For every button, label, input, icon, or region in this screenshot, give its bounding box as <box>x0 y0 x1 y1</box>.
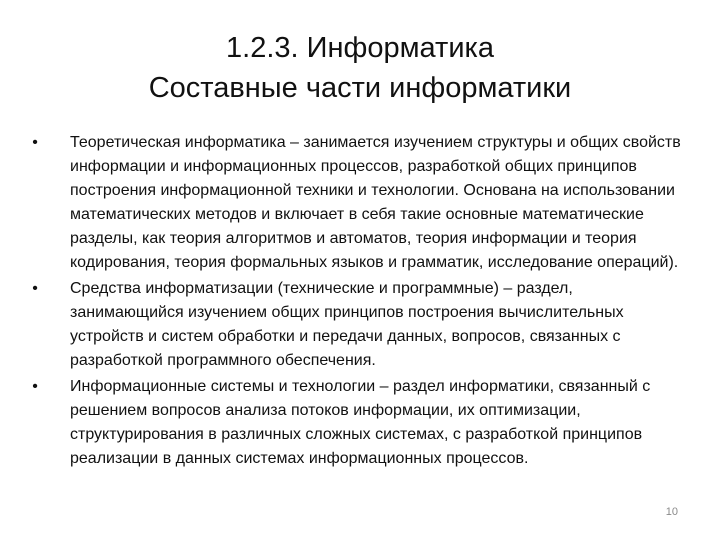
bullet-item <box>26 131 686 275</box>
bullet-body: Средства информатизации (технические и программные) – раздел, занимающийся изучением общих принципов построения вычислительных устройств и систем обработки и передачи данных, вопросов, связанных с разработкой программного обеспечения. <box>70 280 624 369</box>
bullet-body: – занимается изучением структуры и общих свойств информации и информационных процессов, разработкой общих принципов построения информационной техники и технологии. Основана на использовании математических методов и включает в себя такие основные математические разделы, как теория алгоритмов и автоматов, теория информации и теория кодирования, теория формальных языков и грамматик, исследование операций). <box>70 134 681 271</box>
bullet-item <box>26 375 686 471</box>
bullet-list <box>26 131 686 473</box>
page-number: 10 <box>665 506 678 518</box>
bullet-icon: • <box>32 378 38 395</box>
bullet-icon: • <box>32 280 38 297</box>
slide-title <box>60 28 660 108</box>
bullet-body: Информационные системы и технологии – раздел информатики, связанный с решением вопросов анализа потоков информации, их оптимизации, структурирования в различных сложных системах, с разработкой принципов реализации в данных системах информационных процессов. <box>70 378 651 467</box>
bullet-text <box>70 131 686 275</box>
bullet-icon: • <box>32 134 38 151</box>
bullet-text <box>70 277 686 373</box>
bullet-item <box>26 277 686 373</box>
title-line-1: 1.2.3. Информатика <box>226 32 494 64</box>
bullet-text <box>70 375 686 471</box>
title-line-2: Составные части информатики <box>148 72 572 104</box>
bullet-term: Теоретическая информатика <box>70 134 286 151</box>
